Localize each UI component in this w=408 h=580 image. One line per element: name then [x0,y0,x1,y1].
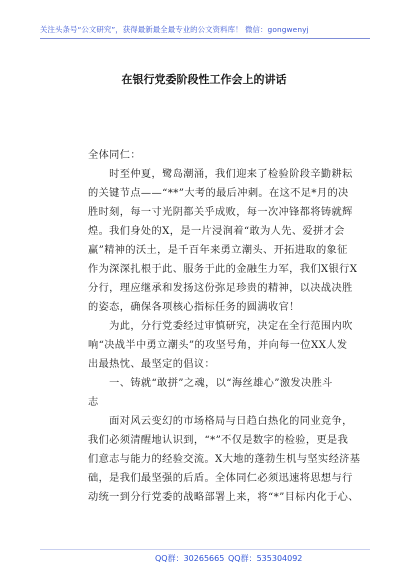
footer-qq-group-2: QQ群：535304092 [228,554,303,563]
document-title: 在银行党委阶段性工作会上的讲话 [121,73,287,86]
body-line: 响“决战半中勇立潮头”的攻坚号角，并向每一位XX人发 [88,340,348,351]
header-divider [40,38,370,39]
body-line: 我们必须清醒地认识到，“*”不仅是数字的检验，更是我 [88,435,349,446]
body-line: 作为深深扎根于此、服务于此的金融生力军，我们X银行X [88,264,358,275]
body-line: 胜时刻，每一寸光阴都关乎成败，每一次冲锋都将铸就辉 [88,207,353,218]
body-line: 动统一到分行党委的战略部署上来，将“*”目标内化于心、 [88,492,359,503]
body-line: 煌。我们身处的X，是一片浸润着“敢为人先、爱拼才会 [88,226,345,237]
body-line: 为此，分行党委经过审慎研究，决定在全行范围内吹 [88,321,353,332]
body-line: 础，是我们最坚强的后盾。全体同仁必须迅速将思想与行 [88,473,353,484]
header-banner: 关注头条号“公文研究”，获得最新最全最专业的公文资料库！ 微信：gongwenyj [40,25,309,34]
body-line: 面对风云变幻的市场格局与日趋白热化的同业竞争， [88,416,353,427]
footer-qq-group-1: QQ群：30265665 [155,554,225,563]
body-line: 全体同仁： [88,150,141,161]
section-heading-line: 志 [88,397,99,408]
body-line: 出最热忱、最坚定的倡议： [88,359,216,370]
body-line: 分行，理应继承和发扬这份弥足珍贵的精神，以决战决胜 [88,283,353,294]
body-line: 时至仲夏，鹭岛潮涌，我们迎来了检验阶段辛勤耕耘 [88,169,353,180]
body-line: 赢”精神的沃土，是千百年来勇立潮头、开拓进取的象征 [88,245,348,256]
body-line: 们意志与能力的经验交流。X大地的蓬勃生机与坚实经济基 [88,454,361,465]
body-line: 的关键节点——“**”大考的最后冲刺。在这不足*月的决 [88,188,349,199]
section-heading-line: 一、铸就“敢拼”之魂，以“海丝雄心”激发决胜斗 [88,378,333,389]
body-line: 的姿态，确保各项核心指标任务的圆满收官！ [88,302,300,313]
footer-divider [40,549,370,550]
